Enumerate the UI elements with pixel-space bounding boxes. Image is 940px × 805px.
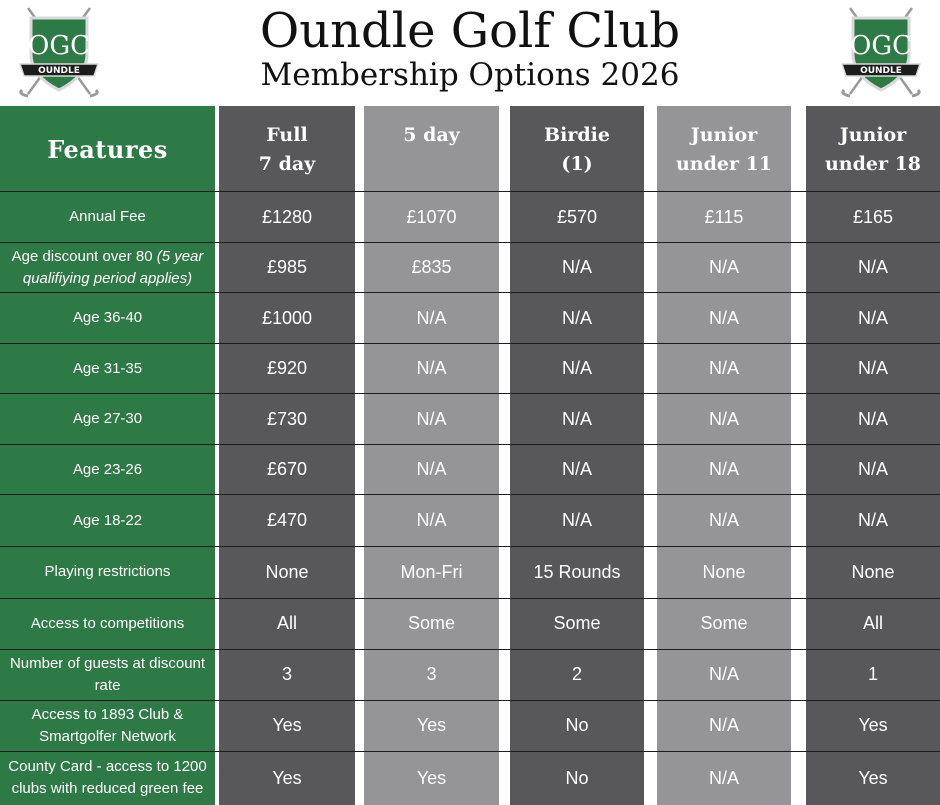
table-cell: Some: [700, 613, 748, 633]
table-cell: £730: [266, 408, 308, 429]
feature-label-note: (5 year qualifiying period applies): [22, 247, 204, 287]
membership-column-header: [219, 106, 355, 192]
table-cell: No: [565, 715, 589, 735]
table-cell: N/A: [857, 307, 888, 328]
logo-letters: OGC: [28, 31, 90, 61]
table-cell: N/A: [416, 307, 447, 328]
membership-column-title: Junior under 18: [824, 124, 922, 175]
table-cell: N/A: [708, 257, 739, 277]
feature-label-text: Playing restrictions: [44, 563, 171, 580]
table-cell: Some: [553, 613, 601, 633]
table-cell: £115: [704, 206, 744, 227]
feature-label: [0, 192, 215, 242]
table-cell: Yes: [272, 767, 302, 788]
table-cell: N/A: [857, 257, 888, 277]
table-cell: N/A: [857, 358, 888, 378]
membership-column-header: [806, 106, 940, 192]
feature-label-text: Access to competitions: [30, 614, 185, 632]
feature-label-text: Age 31-35: [72, 359, 143, 377]
table-cell: N/A: [708, 459, 739, 479]
row-divider: [0, 546, 940, 547]
logo-banner: OUNDLE: [860, 66, 902, 76]
table-cell: £470: [266, 510, 308, 530]
table-cell: £920: [266, 358, 308, 378]
feature-label: [0, 598, 215, 649]
table-cell: No: [565, 767, 589, 788]
table-cell: N/A: [561, 408, 592, 429]
table-cell: Some: [407, 613, 456, 633]
feature-label-text: County Card - access to 1200 clubs with reduced green fee: [8, 758, 207, 797]
table-cell: £1280: [261, 206, 313, 227]
feature-label-text: Annual Fee: [69, 208, 146, 225]
feature-label: [0, 546, 215, 598]
table-cell: 2: [571, 664, 582, 684]
table-cell: N/A: [561, 358, 592, 378]
table-cell: 3: [426, 664, 437, 684]
membership-column-title: Full 7 day: [258, 124, 316, 175]
table-cell: £1000: [261, 307, 313, 328]
feature-label: [0, 242, 215, 293]
membership-column-header: [510, 106, 644, 192]
feature-label-text: Age 36-40: [72, 309, 143, 326]
table-cell: £670: [266, 459, 308, 479]
row-divider: [0, 444, 940, 445]
membership-column-header: [657, 106, 791, 192]
table-cell: N/A: [561, 459, 592, 479]
table-cell: N/A: [561, 510, 592, 530]
feature-label-text: Access to 1893 Club & Smartgolfer Network: [31, 705, 184, 745]
logo-letters: OGC: [850, 31, 912, 61]
table-cell: N/A: [708, 510, 739, 530]
table-cell: Mon-Fri: [400, 561, 463, 582]
row-divider: [0, 649, 940, 650]
table-cell: None: [851, 561, 895, 582]
table-cell: N/A: [416, 408, 447, 429]
table-cell: None: [265, 561, 309, 582]
table-cell: Yes: [416, 715, 447, 735]
membership-column-title: Birdie (1): [544, 124, 610, 175]
table-cell: N/A: [857, 408, 888, 429]
page-subtitle: Membership Options 2026: [260, 57, 680, 93]
table-cell: 3: [281, 664, 292, 684]
page-title: Oundle Golf Club: [259, 3, 681, 59]
membership-column-title: 5 day: [403, 124, 460, 146]
table-cell: N/A: [857, 510, 888, 530]
table-cell: Yes: [858, 715, 888, 735]
feature-label: [0, 444, 215, 495]
table-cell: N/A: [708, 664, 739, 684]
feature-label: [0, 293, 215, 343]
feature-label-text: Age discount over 80: [11, 247, 157, 265]
table-cell: £1070: [406, 206, 457, 227]
row-divider: [0, 494, 940, 495]
table-cell: N/A: [708, 767, 739, 788]
club-crest-logo-right: [836, 6, 926, 100]
row-divider: [0, 598, 940, 599]
row-divider: [0, 292, 940, 293]
feature-label-text: Age 27-30: [72, 410, 143, 427]
table-cell: All: [276, 613, 297, 633]
membership-column-title: Junior under 11: [675, 124, 773, 175]
feature-label: [0, 700, 215, 751]
membership-column-header: [364, 106, 499, 192]
row-divider: [0, 700, 940, 701]
table-cell: Yes: [416, 767, 447, 788]
table-cell: N/A: [708, 358, 739, 378]
table-cell: N/A: [708, 408, 739, 429]
table-cell: N/A: [708, 307, 739, 328]
table-cell: Yes: [858, 767, 888, 788]
table-cell: £165: [852, 206, 894, 227]
features-header-label: Features: [47, 134, 168, 164]
table-cell: N/A: [416, 358, 447, 378]
row-divider: [0, 343, 940, 344]
table-cell: £570: [556, 206, 598, 227]
feature-label-text: Age 23-26: [72, 460, 143, 478]
row-divider: [0, 751, 940, 752]
feature-label-text: Age 18-22: [72, 511, 143, 529]
table-cell: N/A: [561, 307, 592, 328]
feature-label: [0, 394, 215, 444]
table-cell: N/A: [708, 715, 739, 735]
table-cell: Yes: [272, 715, 302, 735]
table-cell: 15 Rounds: [533, 561, 621, 582]
table-cell: N/A: [416, 459, 447, 479]
page-header: [0, 0, 940, 106]
feature-label: [0, 343, 215, 394]
table-cell: N/A: [561, 257, 592, 277]
row-divider: [0, 393, 940, 394]
table-cell: All: [862, 613, 883, 633]
table-cell: 1: [867, 664, 878, 684]
row-divider: [0, 242, 940, 243]
logo-banner: OUNDLE: [38, 66, 80, 76]
feature-label: [0, 495, 215, 546]
table-cell: None: [702, 561, 746, 582]
table-cell: £835: [411, 257, 452, 277]
feature-label: [0, 751, 215, 805]
feature-label: [0, 649, 215, 700]
table-cell: N/A: [857, 459, 888, 479]
features-header: [0, 106, 215, 192]
feature-label-text: Number of guests at discount rate: [9, 654, 206, 694]
table-cell: N/A: [416, 510, 447, 530]
row-divider: [0, 191, 940, 192]
table-cell: £985: [266, 257, 308, 277]
